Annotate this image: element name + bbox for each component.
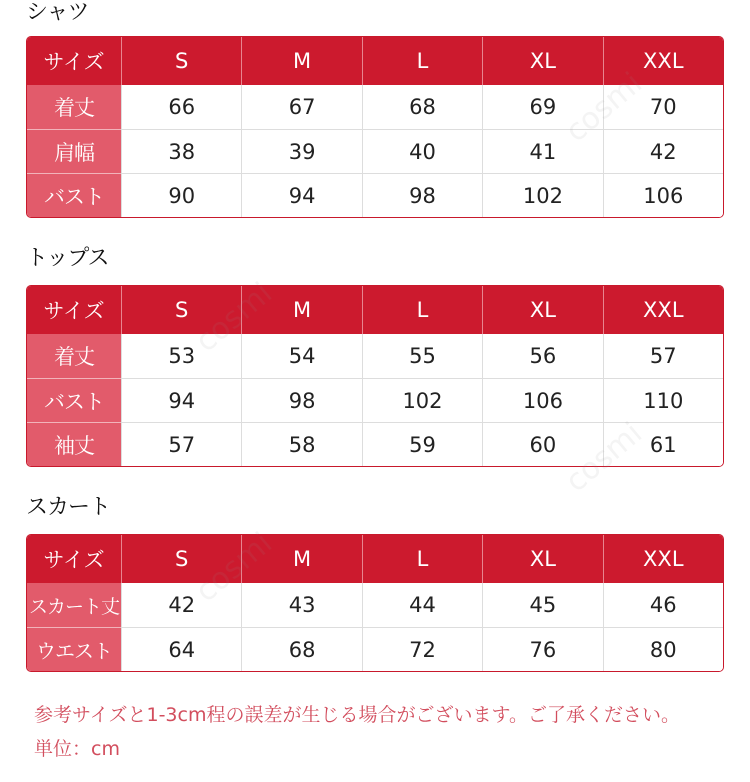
table-cell: 53 bbox=[121, 334, 241, 378]
table-cell: 38 bbox=[121, 129, 241, 173]
table-cell: 76 bbox=[482, 627, 602, 671]
table-cell: 44 bbox=[362, 583, 482, 627]
unit-note: 単位：cm bbox=[34, 738, 120, 760]
table-cell: 64 bbox=[121, 627, 241, 671]
header-size-xl: XL bbox=[482, 286, 602, 334]
table-cell: 46 bbox=[603, 583, 723, 627]
row-label: スカート丈 bbox=[27, 583, 121, 627]
table-cell: 94 bbox=[241, 173, 361, 217]
table-cell: 59 bbox=[362, 422, 482, 466]
header-size-label: サイズ bbox=[27, 37, 121, 85]
row-label: 袖丈 bbox=[27, 422, 121, 466]
header-size-s: S bbox=[121, 535, 241, 583]
section-title-tops: トップス bbox=[26, 246, 109, 271]
table-cell: 61 bbox=[603, 422, 723, 466]
header-size-xl: XL bbox=[482, 535, 602, 583]
row-label: ウエスト bbox=[27, 627, 121, 671]
header-size-m: M bbox=[241, 37, 361, 85]
table-cell: 57 bbox=[121, 422, 241, 466]
table-cell: 102 bbox=[482, 173, 602, 217]
table-cell: 60 bbox=[482, 422, 602, 466]
table-cell: 72 bbox=[362, 627, 482, 671]
table-cell: 39 bbox=[241, 129, 361, 173]
header-size-l: L bbox=[362, 286, 482, 334]
table-cell: 54 bbox=[241, 334, 361, 378]
row-label: バスト bbox=[27, 378, 121, 422]
table-cell: 67 bbox=[241, 85, 361, 129]
header-size-label: サイズ bbox=[27, 535, 121, 583]
header-size-m: M bbox=[241, 535, 361, 583]
header-size-s: S bbox=[121, 286, 241, 334]
table-cell: 106 bbox=[482, 378, 602, 422]
table-cell: 41 bbox=[482, 129, 602, 173]
table-cell: 56 bbox=[482, 334, 602, 378]
size-table-shirt bbox=[26, 36, 724, 218]
size-table-tops bbox=[26, 285, 724, 467]
table-cell: 42 bbox=[121, 583, 241, 627]
table-cell: 66 bbox=[121, 85, 241, 129]
table-cell: 69 bbox=[482, 85, 602, 129]
table-cell: 40 bbox=[362, 129, 482, 173]
row-label: 着丈 bbox=[27, 334, 121, 378]
row-label: 着丈 bbox=[27, 85, 121, 129]
table-cell: 43 bbox=[241, 583, 361, 627]
header-size-l: L bbox=[362, 37, 482, 85]
header-size-xxl: XXL bbox=[603, 37, 723, 85]
section-title-skirt: スカート bbox=[26, 495, 111, 520]
table-cell: 58 bbox=[241, 422, 361, 466]
table-cell: 68 bbox=[362, 85, 482, 129]
table-cell: 57 bbox=[603, 334, 723, 378]
table-cell: 55 bbox=[362, 334, 482, 378]
table-cell: 102 bbox=[362, 378, 482, 422]
table-cell: 45 bbox=[482, 583, 602, 627]
table-cell: 90 bbox=[121, 173, 241, 217]
table-cell: 110 bbox=[603, 378, 723, 422]
header-size-label: サイズ bbox=[27, 286, 121, 334]
table-cell: 98 bbox=[362, 173, 482, 217]
table-cell: 70 bbox=[603, 85, 723, 129]
table-cell: 98 bbox=[241, 378, 361, 422]
header-size-s: S bbox=[121, 37, 241, 85]
size-table-skirt bbox=[26, 534, 724, 672]
table-cell: 68 bbox=[241, 627, 361, 671]
table-cell: 106 bbox=[603, 173, 723, 217]
header-size-l: L bbox=[362, 535, 482, 583]
table-cell: 42 bbox=[603, 129, 723, 173]
header-size-xxl: XXL bbox=[603, 286, 723, 334]
section-title-shirt: シャツ bbox=[26, 0, 89, 25]
header-size-xxl: XXL bbox=[603, 535, 723, 583]
header-size-m: M bbox=[241, 286, 361, 334]
header-size-xl: XL bbox=[482, 37, 602, 85]
row-label: バスト bbox=[27, 173, 121, 217]
table-cell: 80 bbox=[603, 627, 723, 671]
table-cell: 94 bbox=[121, 378, 241, 422]
row-label: 肩幅 bbox=[27, 129, 121, 173]
error-note: 参考サイズと1-3cm程の誤差が生じる場合がございます。ご了承ください。 bbox=[34, 704, 680, 726]
